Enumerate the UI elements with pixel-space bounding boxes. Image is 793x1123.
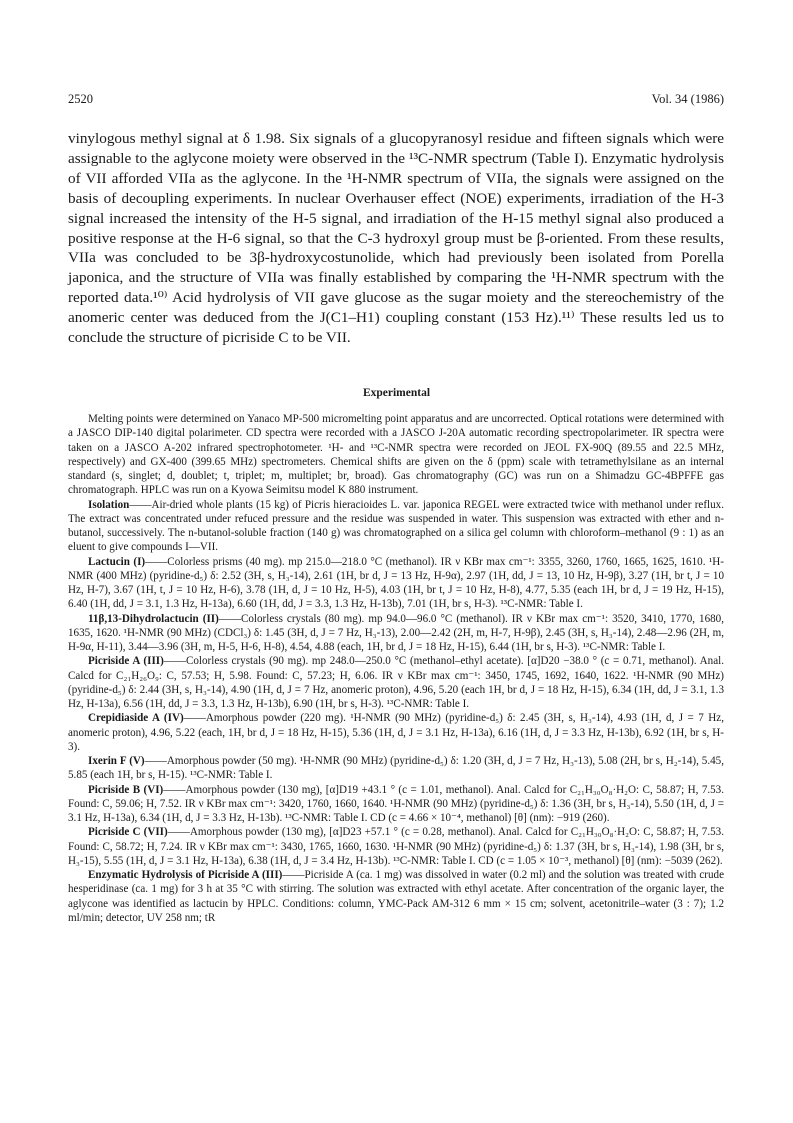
run-in-heading: Picriside C (VII) [88,826,168,839]
paragraph-text: ——Picriside A (ca. 1 mg) was dissolved in water (0.2 ml) and the solution was treated with crude hesperidinase (ca. 1 mg) for 3 h at 35 °C with stirring. The solution was extracted with ethyl acetate. After concentration of the organic layer, the aglycone was identified as lactucin by HPLC. Conditions: column, YMC-Pack AM-312 6 mm × 15 cm; solvent, acetonitrile–water (3 : 7); 1.2 ml/min; detector, UV 258 nm; tR [68,869,724,924]
page-number: 2520 [68,92,93,106]
paragraph-text: ——Amorphous powder (130 mg), [α]D23 +57.1 ° (c = 0.28, methanol). Anal. Calcd for C₂₁H₃₀O₈·H₂O: C, 58.87; H, 7.53. Found: C, 58.72; H, 7.24. IR ν KBr max cm⁻¹: 3430, 1765, 1660, 1630. ¹H-NMR (90 MHz) (pyridine-d₅) δ: 1.37 (3H, br s, H₃-14), 1.98 (3H, br s, H₃-15), 5.55 (1H, d, J = 3.1 Hz, H-13a), 6.38 (1H, d, J = 3.4 Hz, H-13b). ¹³C-NMR: Table I. CD (c = 1.05 × 10⁻³, methanol) [θ] (nm): −5039 (262). [68,826,724,867]
paragraph-enzymatic-hydrolysis [68,868,724,925]
paragraph-picriside-b [68,783,724,826]
paragraph-general: Melting points were determined on Yanaco MP-500 micromelting point apparatus and are uncorrected. Optical rotations were determined with a JASCO DIP-140 digital polarimeter. CD spectra were recorded with a JASCO J-20A automatic recording spectropolarimeter. IR spectra were taken on a JASCO A-202 infrared spectrophotometer. ¹H- and ¹³C-NMR spectra were recorded on JEOL FX-90Q (89.55 and 22.5 MHz, respectively) and GX-400 (399.65 MHz) spectrometers. Chemical shifts are given on the δ (ppm) scale with tetramethylsilane as an internal standard (s, singlet; d, doublet; t, triplet; m, multiplet; br, broad). Gas chromatography (GC) was run on a Shimadzu GC-4BPFFE gas chromatograph. HPLC was run on a Kyowa Seimitsu model K 880 instrument. [68,413,724,497]
paragraph-dihydrolactucin [68,612,724,655]
run-in-heading: Picriside A (III) [88,655,164,668]
paragraph-lactucin [68,555,724,612]
paragraph: vinylogous methyl signal at δ 1.98. Six signals of a glucopyranosyl residue and fifteen signals which were assignable to the aglycone moiety were observed in the ¹³C-NMR spectrum (Table I). Enzymatic hydrolysis of VII afforded VIIa as the aglycone. In the ¹H-NMR spectrum of VIIa, the signals were assigned on the basis of decoupling experiments. In nuclear Overhauser effect (NOE) experiments, irradiation of the H-3 signal increased the intensity of the H-5 signal, and irradiation of the H-15 methyl signal also produced a positive response at the H-6 signal, so that the C-3 hydroxyl group must be β-oriented. From these results, VIIa was concluded to be 3β-hydroxycostunolide, which had previously been isolated from Porella japonica, and the structure of VIIa was finally established by comparing the ¹H-NMR spectrum with the reported data.¹⁰⁾ Acid hydrolysis of VII gave glucose as the sugar moiety and the stereochemistry of the anomeric center was deduced from the J(C1–H1) coupling constant (153 Hz).¹¹⁾ These results led us to conclude the structure of picriside C to be VII. [68,130,724,347]
run-in-heading: Picriside B (VI) [88,783,164,796]
paragraph-text: ——Air-dried whole plants (15 kg) of Picris hieracioides L. var. japonica REGEL were extracted twice with methanol under reflux. The extract was concentrated under refuced pressure and the residue was suspended in water. This suspension was extracted with ether and n-butanol, successively. The n-butanol-soluble fraction (140 g) was chromatographed on a silica gel column with chloroform–methanol (9 : 1) as an eluent to give compounds I—VII. [68,498,724,554]
run-in-heading: Isolation [88,498,130,511]
paragraph-text: ——Amorphous powder (50 mg). ¹H-NMR (90 MHz) (pyridine-d₅) δ: 1.20 (3H, d, J = 7 Hz, H₃-13), 5.08 (2H, br s, H₂-14), 5.45, 5.85 (each 1H, br s, H-15). ¹³C-NMR: Table I. [68,755,724,782]
paragraph-picriside-c [68,825,724,868]
paragraph-picriside-a [68,654,724,711]
paragraph-text: ——Colorless prisms (40 mg). mp 215.0—218.0 °C (methanol). IR ν KBr max cm⁻¹: 3355, 3260, 1760, 1665, 1625, 1610. ¹H-NMR (400 MHz) (pyridine-d₅) δ: 2.52 (3H, s, H₃-14), 2.61 (1H, br d, J = 13 Hz, H-9α), 2.97 (1H, dd, J = 13, 10 Hz, H-9β), 3.27 (1H, br t, J = 10 Hz, H-7), 3.67 (1H, t, J = 10 Hz, H-6), 3.78 (1H, d, J = 10 Hz, H-5), 4.03 (1H, br t, J = 10 Hz, H-8), 4.77, 5.35 (each 1H, br d, J = 19 Hz, H-15), 6.40 (1H, dd, J = 3.1, 1.3 Hz, H-13a), 6.60 (1H, dd, J = 3.3, 1.3 Hz, H-13b), 7.01 (1H, br s, H-3). ¹³C-NMR: Table I. [68,555,724,611]
paragraph-ixerin-f [68,754,724,783]
run-in-heading: Ixerin F (V) [88,755,145,767]
paragraph-crepidiaside-a [68,711,724,754]
section-title: Experimental [362,387,431,399]
paragraph-isolation [68,498,724,555]
paragraph-text: ——Amorphous powder (130 mg), [α]D19 +43.1 ° (c = 1.01, methanol). Anal. Calcd for C₂₁H₃₀O₈·H₂O: C, 58.87; H, 7.53. Found: C, 59.06; H, 7.52. IR ν KBr max cm⁻¹: 3420, 1760, 1660, 1640. ¹H-NMR (90 MHz) (pyridine-d₅) δ: 1.36 (3H, br s, H₃-14), 5.50 (1H, d, J = 3.1 Hz, H-13a), 6.34 (1H, d, J = 3.3 Hz, H-13b). ¹³C-NMR: Table I. CD (c = 4.66 × 10⁻⁴, methanol) [θ] (nm): −919 (260). [68,783,725,824]
experimental-section [68,412,724,925]
run-in-heading: Lactucin (I) [88,555,146,568]
paragraph-text: ——Colorless crystals (80 mg). mp 94.0—96.0 °C (methanol). IR ν KBr max cm⁻¹: 3520, 3410, 1770, 1680, 1635, 1620. ¹H-NMR (90 MHz) (CDCl₃) δ: 1.45 (3H, d, J = 7 Hz, H₃-13), 2.00—2.42 (2H, m, H-7, H-9β), 2.45 (3H, s, H₃-14), 2.48—2.96 (2H, m, H-9α, H-11), 3.44—3.96 (3H, m, H-5, H-6, H-8), 4.54, 4.88 (each, 1H, br d, J = 18 Hz, H-15), 6.44 (1H, br s, H-3). ¹³C-NMR: Table I. [68,612,725,653]
paragraph-text: ——Amorphous powder (220 mg). ¹H-NMR (90 MHz) (pyridine-d₅) δ: 2.45 (3H, s, H₃-14), 4.93 (1H, d, J = 7 Hz, anomeric proton), 4.96, 5.22 (each, 1H, br d, J = 18 Hz, H-15), 5.36 (1H, d, J = 3.1 Hz, H-13a), 6.16 (1H, d, J = 3.3 Hz, H-13b), 6.92 (1H, br s, H-3). [68,712,725,753]
discussion-text [68,129,724,348]
run-in-heading: Crepidiaside A (IV) [88,712,184,725]
running-header [68,92,724,112]
run-in-heading: 11β,13-Dihydrolactucin (II) [88,612,219,625]
run-in-heading: Enzymatic Hydrolysis of Picriside A (III) [88,869,283,881]
paragraph-text: ——Colorless crystals (90 mg). mp 248.0—250.0 °C (methanol–ethyl acetate). [α]D20 −38.0 ° (c = 0.71, methanol). Anal. Calcd for C₂₁H₂₆O₉: C, 57.53; H, 5.98. Found: C, 57.23; H, 6.06. IR ν KBr max cm⁻¹: 3450, 1745, 1692, 1640, 1622. ¹H-NMR (90 MHz) (pyridine-d₅) δ: 2.44 (3H, s, H₃-14), 4.90 (1H, d, J = 7 Hz, anomeric proton), 4.96, 5.20 (each 1H, br d, J = 18 Hz, H-15), 6.34 (1H, dd, J = 3.1, 1.3 Hz, H-13a), 6.56 (1H, dd, J = 3.3, 1.3 Hz, H-13b), 6.90 (1H, br s, H-3). ¹³C-NMR: Table I. [68,655,724,710]
volume-label: Vol. 34 (1986) [651,92,724,106]
